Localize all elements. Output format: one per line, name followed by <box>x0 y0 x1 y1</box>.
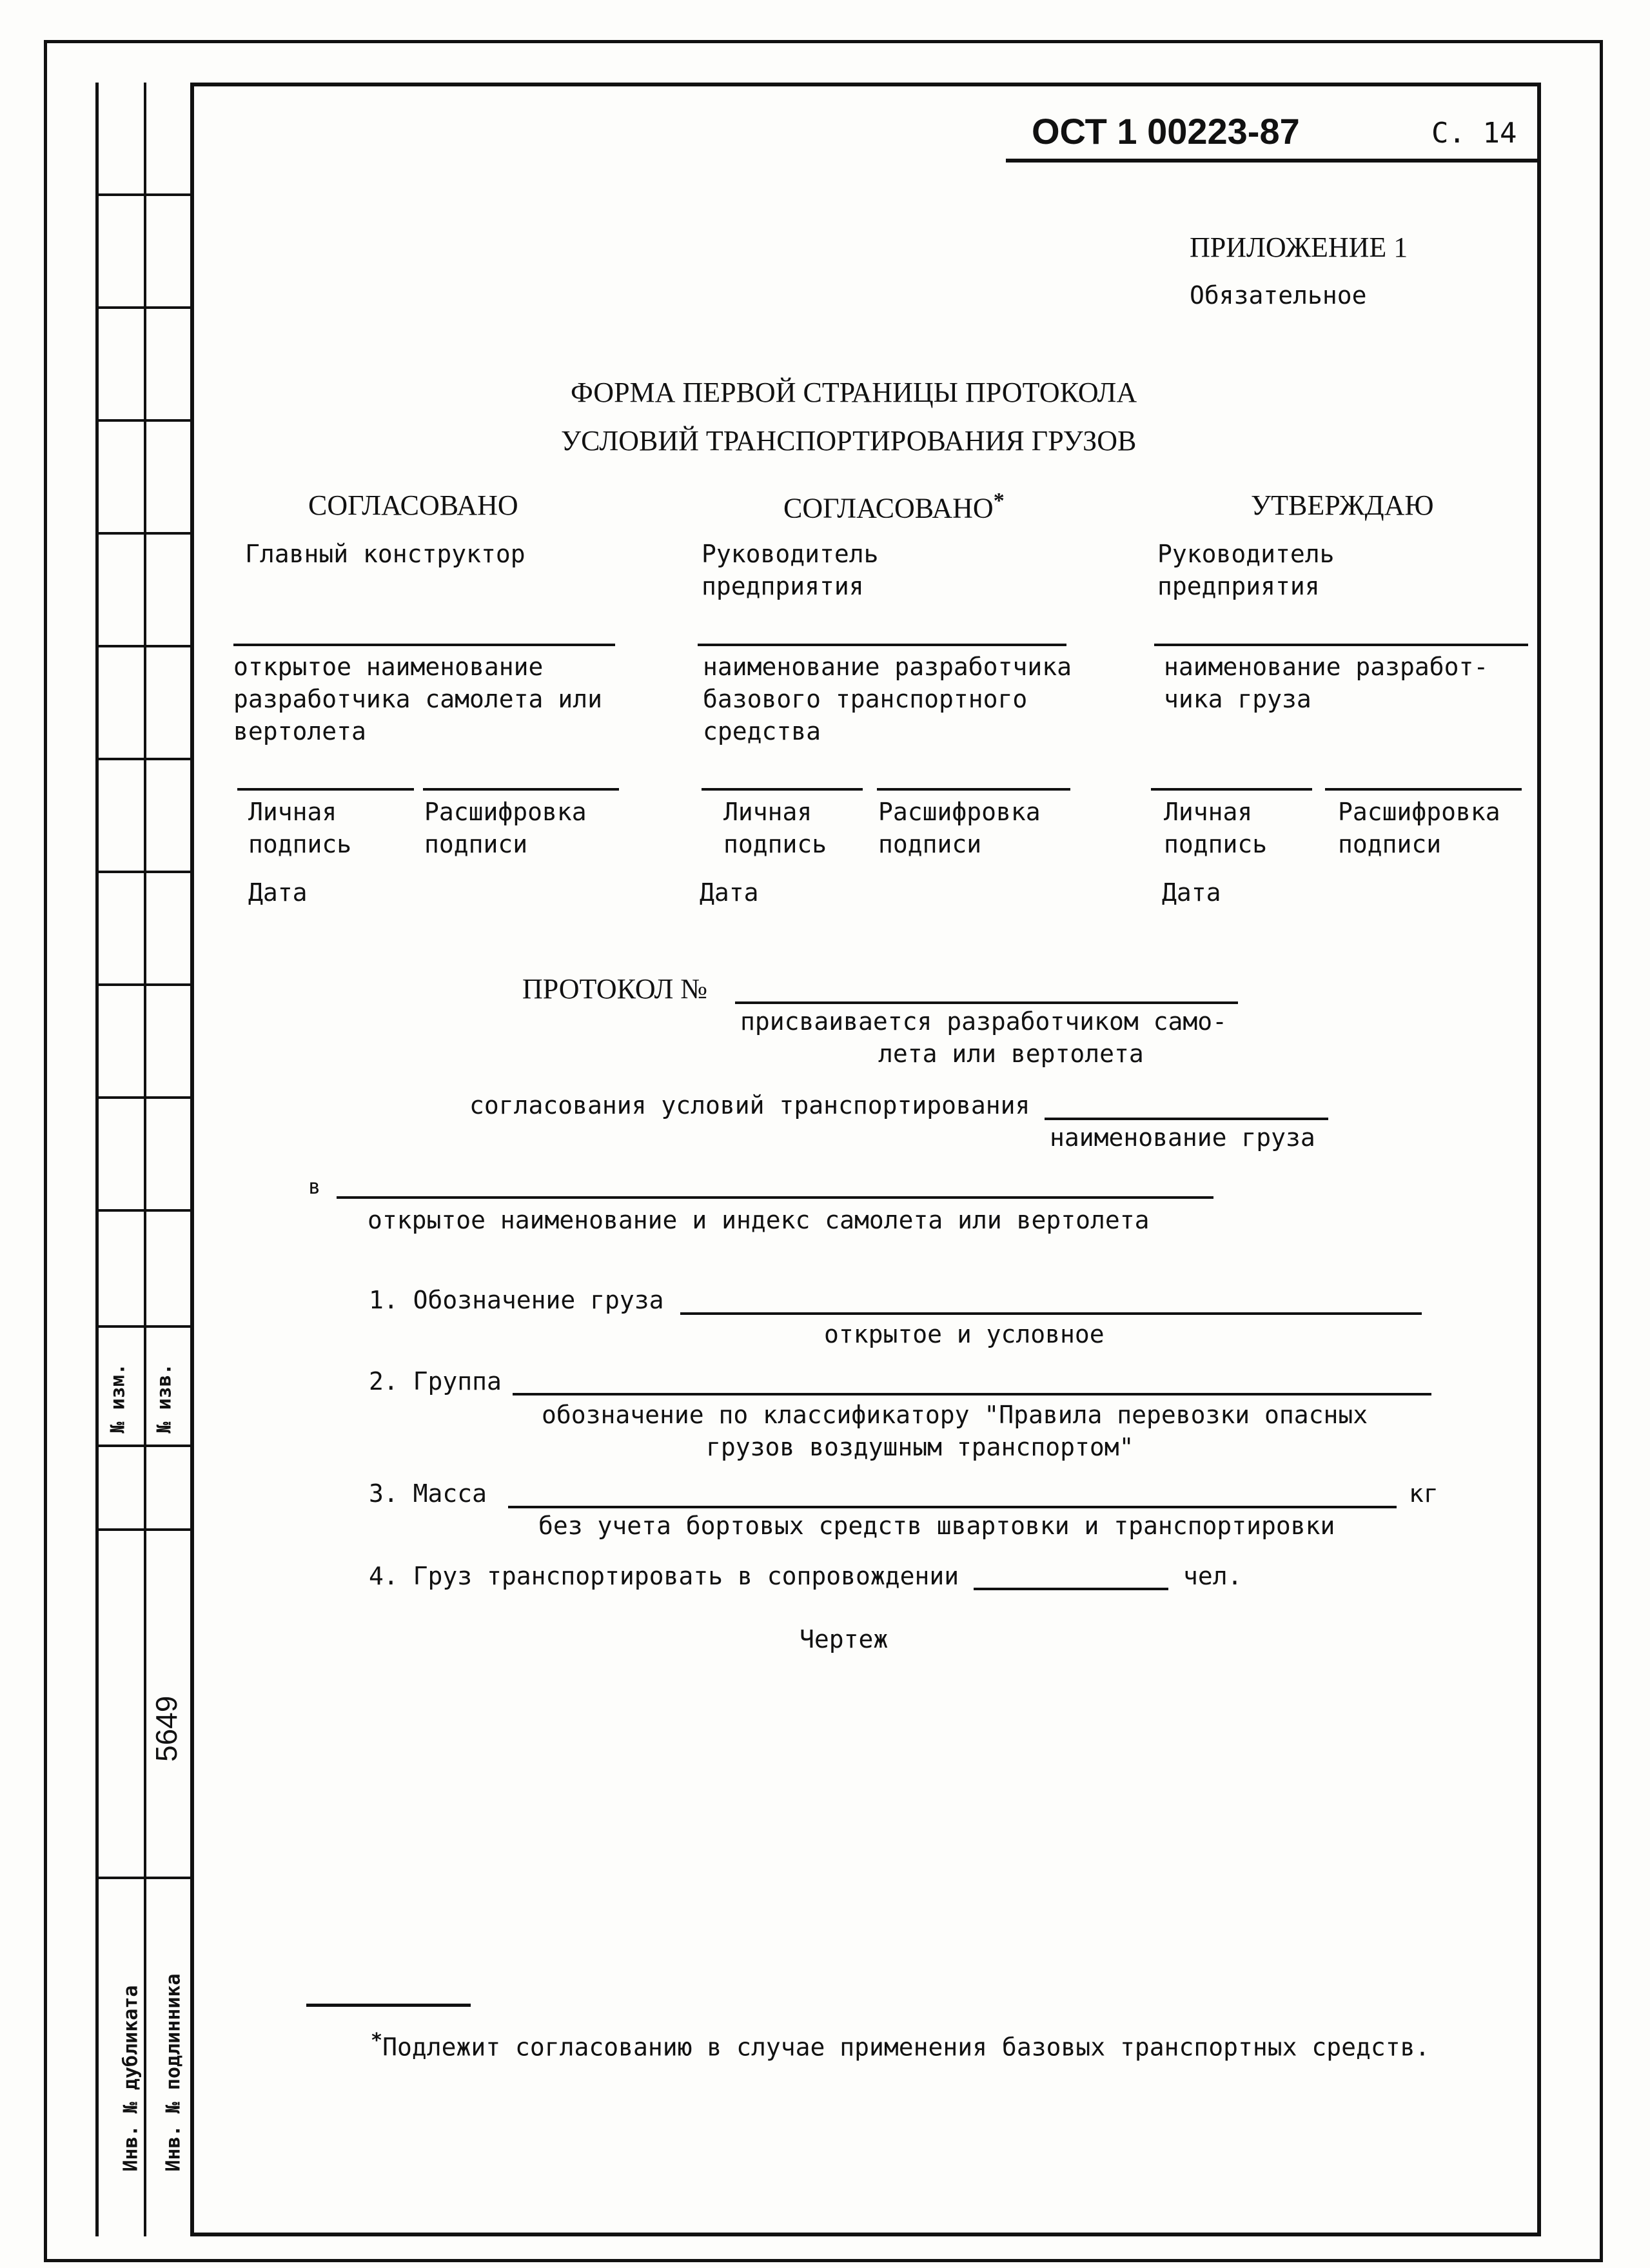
item-1-line <box>680 1312 1422 1315</box>
footnote-mark: * <box>371 2029 383 2052</box>
block2-dec-line <box>877 788 1070 791</box>
dup-inv-label: Инв. № дубликата <box>119 1985 142 2172</box>
item-3-label: 3. Масса <box>369 1479 487 1508</box>
drawing-label: Чертеж <box>800 1625 889 1653</box>
block3-date: Дата <box>1162 878 1221 907</box>
block2-desc-2: базового транспортного <box>703 685 1028 713</box>
footnote-rule <box>306 2004 471 2007</box>
block3-sig-line <box>1151 788 1312 791</box>
block3-dec-line <box>1325 788 1522 791</box>
block3-role-1: Руководитель <box>1157 540 1335 568</box>
approval-text: согласования условий транспортирования <box>469 1091 1030 1119</box>
cargo-name-line <box>1045 1118 1328 1120</box>
block2-sig-line <box>702 788 863 791</box>
item-3-hint: без учета бортовых средств швартовки и транспортировки <box>538 1512 1335 1540</box>
block1-sig-line <box>237 788 414 791</box>
block3-role-2: предприятия <box>1157 572 1320 600</box>
item-4-line <box>974 1588 1168 1590</box>
item-2-hint-2: грузов воздушным транспортом" <box>706 1433 1134 1461</box>
block2-sig-label-2: подпись <box>723 830 827 858</box>
item-3-unit: кг <box>1409 1479 1439 1508</box>
aircraft-line <box>337 1196 1213 1199</box>
block1-desc-3: вертолета <box>233 717 366 745</box>
block1-dec-label: Расшифровка <box>424 798 587 826</box>
doc-code: ОСТ 1 00223-87 <box>1032 111 1300 152</box>
item-2-label: 2. Группа <box>369 1367 502 1395</box>
block1-desc-2: разработчика самолета или <box>233 685 602 713</box>
orig-inv-value: 5649 <box>150 1695 183 1762</box>
change-no-label: № изм. <box>106 1363 130 1434</box>
form-title-line2: УСЛОВИЙ ТРАНСПОРТИРОВАНИЯ ГРУЗОВ <box>561 425 1137 457</box>
item-1-label: 1. Обозначение груза <box>369 1286 664 1314</box>
block3-heading: УТВЕРЖДАЮ <box>1251 489 1434 521</box>
block1-sig-label: Личная <box>248 798 337 826</box>
block2-date: Дата <box>700 878 759 907</box>
block2-role-1: Руководитель <box>702 540 879 568</box>
item-2-line <box>513 1393 1431 1395</box>
block3-sig-label-2: подпись <box>1164 830 1268 858</box>
block3-desc-1: наименование разработ- <box>1164 653 1489 681</box>
block2-desc-1: наименование разработчика <box>703 653 1072 681</box>
item-2-hint-1: обозначение по классификатору "Правила перевозки опасных <box>542 1401 1368 1429</box>
protocol-number-hint-1: присваивается разработчиком само- <box>740 1007 1227 1036</box>
block3-desc-2: чика груза <box>1164 685 1311 713</box>
appendix-title: ПРИЛОЖЕНИЕ 1 <box>1190 232 1408 263</box>
protocol-number-line <box>735 1001 1238 1004</box>
notice-no-label: № изв. <box>153 1363 176 1434</box>
block1-desc-1: открытое наименование <box>233 653 544 681</box>
footnote-text: Подлежит согласованию в случае применения базовых транспортных средств. <box>382 2033 1430 2062</box>
protocol-number-hint-2: лета или вертолета <box>878 1040 1144 1068</box>
appendix-status: Обязательное <box>1190 281 1367 310</box>
block2-dec-label: Расшифровка <box>878 798 1041 826</box>
protocol-label: ПРОТОКОЛ № <box>522 973 708 1005</box>
block2-role-2: предприятия <box>702 572 864 600</box>
block3-dec-label: Расшифровка <box>1338 798 1500 826</box>
block2-heading: СОГЛАСОВАНО* <box>783 489 1005 524</box>
block2-heading-mark: * <box>993 489 1005 513</box>
orig-inv-label: Инв. № подлинника <box>162 1973 185 2172</box>
block1-role: Главный конструктор <box>245 540 525 568</box>
cargo-hint: наименование груза <box>1050 1123 1315 1152</box>
aircraft-hint: открытое наименование и индекс самолета или вертолета <box>368 1206 1150 1234</box>
side-stamp <box>95 83 192 2236</box>
block3-name-line <box>1154 644 1528 646</box>
block1-name-line <box>233 644 615 646</box>
block2-name-line <box>698 644 1066 646</box>
item-4-label: 4. Груз транспортировать в сопровождении <box>369 1562 959 1590</box>
form-title-line1: ФОРМА ПЕРВОЙ СТРАНИЦЫ ПРОТОКОЛА <box>571 377 1137 408</box>
item-1-hint: открытое и условное <box>824 1320 1105 1348</box>
item-3-line <box>508 1506 1397 1508</box>
block1-dec-line <box>423 788 619 791</box>
block1-dec-label-2: подписи <box>424 830 528 858</box>
page-number: С. 14 <box>1431 117 1517 150</box>
item-4-unit: чел. <box>1183 1562 1242 1590</box>
block3-dec-label-2: подписи <box>1338 830 1442 858</box>
header-rule <box>1006 159 1541 163</box>
footnote <box>371 2028 1429 2064</box>
block1-sig-label-2: подпись <box>248 830 352 858</box>
side-stamp-divider <box>144 83 146 2236</box>
block3-sig-label: Личная <box>1164 798 1253 826</box>
block2-desc-3: средства <box>703 717 821 745</box>
block1-date: Дата <box>248 878 308 907</box>
block2-sig-label: Личная <box>723 798 812 826</box>
block2-dec-label-2: подписи <box>878 830 982 858</box>
in-label: в <box>308 1174 321 1199</box>
block1-heading: СОГЛАСОВАНО <box>308 489 518 521</box>
